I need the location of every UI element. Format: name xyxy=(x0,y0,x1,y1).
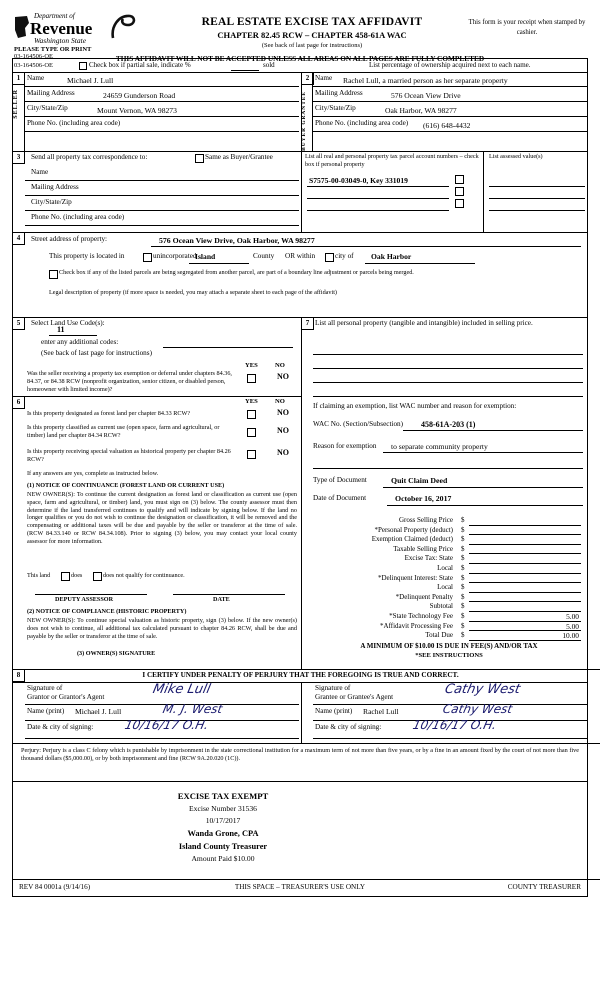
section-3-block xyxy=(13,152,587,233)
partial-sale-row xyxy=(13,59,587,73)
minimum-due-note: A MINIMUM OF $10.00 IS DUE IN FEE(S) AND/OR TAX xyxy=(360,642,538,650)
see-back-note: (See back of last page for instructions) xyxy=(261,42,363,49)
partial-sale-checkbox[interactable] xyxy=(79,62,87,70)
historic-yes-checkbox[interactable] xyxy=(247,450,256,459)
located-in-label: This property is located in xyxy=(49,252,125,260)
wac-number-label: WAC No. (Section/Subsection) xyxy=(313,420,404,428)
same-as-buyer-label: Same as Buyer/Grantee xyxy=(205,153,273,161)
county-value[interactable]: Island xyxy=(195,252,216,261)
footer-right: COUNTY TREASURER xyxy=(507,883,581,891)
see-instructions-note: *SEE INSTRUCTIONS xyxy=(415,652,483,659)
does-not-label: does not qualify for continuance. xyxy=(103,572,185,579)
seller-city-value[interactable]: Mount Vernon, WA 98273 xyxy=(97,106,177,115)
buyer-phone-label: Phone No. (including area code) xyxy=(315,119,409,127)
seller-mailing-label: Mailing Address xyxy=(27,89,75,97)
excise-tax-exempt-stamp xyxy=(123,790,323,865)
stamp-line-5: Island County Treasurer xyxy=(178,841,268,851)
grantor-name-handwritten[interactable]: M. J. West xyxy=(161,702,224,716)
senior-yes-checkbox[interactable] xyxy=(247,374,256,383)
doc-type-value[interactable]: Quit Claim Deed xyxy=(391,476,448,485)
grantee-date-label: Date & city of signing: xyxy=(315,723,382,731)
parcel-rule-3 xyxy=(307,210,449,211)
reason-value[interactable]: to separate community property xyxy=(391,442,488,451)
tax-line-label: Subtotal xyxy=(429,602,453,611)
dept-label: Department of xyxy=(34,12,75,20)
stamp-line-6: Amount Paid $10.00 xyxy=(191,853,255,863)
historic-question: Is this property receiving special valuation as historical property per chapter 84.26 RCW? xyxy=(27,448,231,464)
assessed-rule-3 xyxy=(489,210,585,211)
assessed-rule-1 xyxy=(489,186,585,187)
notice-compliance-body: NEW OWNER(S): To continue special valuation as historic property, sign (3) below. If the new owner(s) does not wish to continue, all additional tax calculated pursuant to chapter 84.26 RCW, shall be due and payable by the seller or transferor at the time of sale. xyxy=(27,617,297,640)
section-6-number: 6 xyxy=(13,397,25,409)
reason-rule-2 xyxy=(313,468,583,469)
notice-compliance-title: (2) NOTICE OF COMPLIANCE (HISTORIC PROPERTY) xyxy=(27,608,187,615)
assessed-divider xyxy=(483,152,484,232)
does-not-qualify-checkbox[interactable] xyxy=(93,572,102,581)
title-block xyxy=(162,16,462,49)
signature-divider xyxy=(301,682,302,744)
grantor-signature-label: Signature of xyxy=(27,684,63,692)
does-label: does xyxy=(71,572,83,579)
tax-line-label: Taxable Selling Price xyxy=(393,544,453,553)
doc-date-label: Date of Document xyxy=(313,494,367,502)
buyer-city-rule xyxy=(313,116,587,117)
section-4-number: 4 xyxy=(13,233,25,245)
personal-rule-3 xyxy=(313,382,583,383)
grantee-name-label: Name (print) xyxy=(315,707,353,715)
section-3-number: 3 xyxy=(13,152,25,164)
state-outline-icon xyxy=(14,14,30,40)
buyer-name-label: Name xyxy=(315,74,333,82)
buyer-name-value[interactable]: Rachel Lull, a married person as her separate property xyxy=(343,76,508,85)
corr-phone-label: Phone No. (including area code) xyxy=(31,213,125,221)
unincorporated-checkbox[interactable] xyxy=(143,253,152,262)
assessed-header: List assessed value(s) xyxy=(489,153,543,160)
grantor-signature[interactable]: Mike Lull xyxy=(151,682,212,697)
tax-line-rule xyxy=(469,601,581,602)
wac-number-value[interactable]: 458-61A-203 (1) xyxy=(421,420,476,429)
unincorporated-label: unincorporated xyxy=(153,252,197,260)
personal-rule-1 xyxy=(313,354,583,355)
doc-type-rule xyxy=(383,487,583,488)
yes-header-6: YES xyxy=(245,398,258,405)
street-address-rule xyxy=(151,246,581,247)
tax-line-rule xyxy=(469,582,581,583)
corr-city-rule xyxy=(25,210,299,211)
seller-name-label: Name xyxy=(27,74,45,82)
grantee-signature-label: Signature of xyxy=(315,684,351,692)
tax-line-label: *Affidavit Processing Fee xyxy=(380,621,453,630)
buyer-name-rule xyxy=(313,86,587,87)
if-any-yes-label: If any answers are yes, complete as instructed below. xyxy=(27,470,159,477)
section-8-block xyxy=(13,670,587,744)
stamp-line-2: Excise Number 31536 xyxy=(189,804,257,814)
mid-divider xyxy=(301,318,302,670)
personal-property-checkbox-2[interactable] xyxy=(455,187,464,196)
forest-no-mark[interactable]: NO xyxy=(277,408,289,417)
tax-line-value[interactable]: 5.00 xyxy=(566,612,579,621)
dollar-sign: $ xyxy=(461,612,465,620)
tax-line-value[interactable]: 5.00 xyxy=(566,621,579,631)
buyer-city-label: City/State/Zip xyxy=(315,104,356,112)
seller-city-rule xyxy=(25,116,299,117)
grantor-signature-rule xyxy=(25,704,299,705)
buyer-phone-rule xyxy=(313,131,587,132)
section-2-number: 2 xyxy=(301,73,314,85)
section-5-bottom-rule xyxy=(13,396,301,397)
tax-line-label: *Delinquent Penalty xyxy=(395,592,453,601)
current-use-no-mark[interactable]: NO xyxy=(277,426,289,435)
doc-date-value[interactable]: October 16, 2017 xyxy=(395,494,452,503)
senior-no-mark[interactable]: NO xyxy=(277,372,289,381)
dollar-sign: $ xyxy=(461,554,465,563)
stamp-line-3: 10/17/2017 xyxy=(205,816,241,826)
revenue-swirl-icon xyxy=(110,13,136,41)
land-use-rule xyxy=(49,335,97,336)
parcel-rule-2 xyxy=(307,198,449,199)
grantor-date-value[interactable]: 10/16/17 O.H. xyxy=(123,718,210,732)
grantor-date-label: Date & city of signing: xyxy=(27,723,94,731)
current-use-yes-checkbox[interactable] xyxy=(247,428,256,437)
perjury-text: Perjury: Perjury is a class C felony which is punishable by imprisonment in the state correctional institution for a maximum term of not more than five years, or by a fine in an amount fixed by the court of not more than five thousand dollars ($5,000.00), or by both imprisonment and fine (RCW 9A.20.020 (1C)). xyxy=(21,747,579,763)
legal-description-label: Legal description of property (if more space is needed, you may attach a separate sheet to each page of the affidavit) xyxy=(49,289,337,296)
tax-line-label: Excise Tax: State xyxy=(404,554,453,563)
yes-header-5: YES xyxy=(245,362,258,369)
personal-property-checkbox-3[interactable] xyxy=(455,199,464,208)
assessor-date-rule xyxy=(173,594,285,595)
city-of-label: city of xyxy=(335,252,354,260)
form-subtitle: CHAPTER 82.45 RCW – CHAPTER 458-61A WAC xyxy=(217,30,407,40)
doc-type-label: Type of Document xyxy=(313,476,367,484)
doc-date-rule xyxy=(387,505,583,506)
grantor-name-value[interactable]: Michael J. Lull xyxy=(75,707,122,716)
seller-name-value[interactable]: Michael J. Lull xyxy=(67,76,114,85)
washington-state-label: Washington State xyxy=(34,36,87,45)
historic-no-mark[interactable]: NO xyxy=(277,448,289,457)
corr-name-rule xyxy=(25,180,299,181)
or-within-label: OR within xyxy=(285,252,316,260)
form-title: REAL ESTATE EXCISE TAX AFFIDAVIT xyxy=(201,16,423,28)
tax-line-rule xyxy=(469,553,581,554)
personal-property-checkbox-1[interactable] xyxy=(455,175,464,184)
personal-rule-4 xyxy=(313,396,583,397)
grantor-signature-role: Grantor or Grantor's Agent xyxy=(27,693,105,701)
section-1-number: 1 xyxy=(13,73,25,85)
dollar-sign: $ xyxy=(461,602,465,611)
senior-exemption-question: Was the seller receiving a property tax exemption or deferral under chapters 84.36, 84.37, or 84.38 RCW (nonprofit organization, senior citizen, or disabled person, homeowner with limited income)? xyxy=(27,370,232,394)
wac-number-rule xyxy=(403,430,583,431)
buyer-side-label: BUYER GRANTEE xyxy=(301,91,307,151)
tax-line-label: Total Due xyxy=(425,631,453,640)
seller-side-label: SELLER xyxy=(13,89,19,119)
same-as-buyer-checkbox[interactable] xyxy=(195,154,204,163)
notice-continuance-body: NEW OWNER(S): To continue the current designation as forest land or classification as current use (open space, farm and agricultural, or timber) land, you must sign on (3) below. The county assessor must then determine if the land transferred continues to qualify and will indicate by signing below. If the land no longer qualifies or you do not wish to continue the designation or classification, it will be removed and the compensating or additional taxes will be due and payable by the seller or transferor at the time of sale. (RCW 84.33.140 or RCW 84.34.108). Prior to signing (3) below, you may contact your local county assessor for more information. xyxy=(27,491,297,545)
county-rule xyxy=(189,263,249,264)
grantee-date-value[interactable]: 10/16/17 O.H. xyxy=(411,718,498,732)
grantor-date-rule xyxy=(25,738,299,739)
county-word-label: County xyxy=(253,252,275,260)
form-number-1: 03-164506-OE xyxy=(14,53,53,60)
city-checkbox[interactable] xyxy=(325,253,334,262)
buyer-city-value[interactable]: Oak Harbor, WA 98277 xyxy=(385,106,457,115)
notice-continuance-title: (1) NOTICE OF CONTINUANCE (FOREST LAND OR CURRENT USE) xyxy=(27,482,225,489)
stamp-line-4: Wanda Grone, CPA xyxy=(187,828,259,838)
segregated-label: Check box if any of the listed parcels are being segregated from another parcel, are part of a boundary line adjustment or parcels being merged. xyxy=(59,269,414,276)
ownership-percent-label: List percentage of ownership acquired next to each name. xyxy=(369,61,531,69)
tax-line-label: *Personal Property (deduct) xyxy=(374,525,453,534)
partial-sale-label: Check box if partial sale, indicate % xyxy=(89,61,191,69)
dollar-sign: $ xyxy=(461,573,465,582)
seller-city-label: City/State/Zip xyxy=(27,104,68,112)
section-7-number: 7 xyxy=(301,318,314,330)
dollar-sign: $ xyxy=(461,535,465,544)
buyer-mailing-rule xyxy=(313,101,587,102)
partial-percent-rule xyxy=(231,70,259,71)
parcel-header: List all real and personal property tax parcel account numbers – check box if personal property xyxy=(305,153,479,168)
certify-statement: I CERTIFY UNDER PENALTY OF PERJURY THAT THE FOREGOING IS TRUE AND CORRECT. xyxy=(142,671,459,679)
corr-mailing-label: Mailing Address xyxy=(31,183,79,191)
sections-5-6-7 xyxy=(13,318,587,670)
land-use-see-back: (See back of last page for instructions) xyxy=(41,349,152,357)
section-3-divider xyxy=(301,152,302,232)
tax-line-value[interactable]: 10.00 xyxy=(562,631,579,641)
parcel-rule-1 xyxy=(307,186,449,187)
additional-codes-rule xyxy=(163,347,293,348)
buyer-side-rule xyxy=(312,73,313,151)
perjury-block xyxy=(13,744,587,781)
buyer-mailing-label: Mailing Address xyxy=(315,89,363,97)
additional-codes-label: enter any additional codes: xyxy=(41,338,119,346)
tax-line-rule xyxy=(469,592,581,593)
deputy-assessor-label: DEPUTY ASSESSOR xyxy=(55,596,114,603)
forest-land-question: Is this property designated as forest land per chapter 84.33 RCW? xyxy=(27,410,191,417)
tax-line-label: Gross Selling Price xyxy=(398,516,453,524)
affidavit-notice: THIS AFFIDAVIT WILL NOT BE ACCEPTED UNLESS ALL AREAS ON ALL PAGES ARE FULLY COMPLETED xyxy=(115,54,485,63)
tax-line-label: *Delinquent Interest: State xyxy=(377,573,453,582)
current-use-question: Is this property classified as current use (open space, farm and agricultural, or timber) land per chapter 84.34 RCW? xyxy=(27,424,220,440)
dollar-sign: $ xyxy=(461,583,465,592)
revenue-wordmark: Revenue xyxy=(30,19,93,38)
dollar-sign: $ xyxy=(461,631,465,640)
correspondence-label: Send all property tax correspondence to: xyxy=(31,153,148,161)
grantee-signature[interactable]: Cathy West xyxy=(443,682,522,697)
grantee-date-rule xyxy=(313,738,587,739)
buyer-mailing-value[interactable]: 576 Ocean View Drive xyxy=(391,91,461,100)
dollar-sign: $ xyxy=(461,525,465,534)
tax-line-rule xyxy=(469,544,581,545)
reason-label: Reason for exemption xyxy=(313,442,377,450)
section-4-block xyxy=(13,233,587,318)
seller-mailing-value[interactable]: 24659 Gunderson Road xyxy=(103,91,176,100)
city-rule xyxy=(365,263,475,264)
grantee-signature-role: Grantee or Grantee's Agent xyxy=(315,693,394,701)
tax-line-rule xyxy=(469,525,581,526)
deputy-assessor-rule xyxy=(35,594,147,595)
dollar-sign: $ xyxy=(461,621,465,630)
please-type-label: PLEASE TYPE OR PRINT xyxy=(14,46,92,53)
grantee-name-value[interactable]: Rachel Lull xyxy=(363,707,399,716)
assessed-rule-2 xyxy=(489,198,585,199)
seller-side-rule xyxy=(24,73,25,151)
seller-phone-label: Phone No. (including area code) xyxy=(27,119,121,127)
tax-line-rule xyxy=(469,573,581,574)
tax-line-label: *State Technology Fee xyxy=(389,612,453,620)
seller-phone-rule xyxy=(25,131,299,132)
tax-line-rule xyxy=(469,534,581,535)
grantor-name-label: Name (print) xyxy=(27,707,65,715)
does-qualify-checkbox[interactable] xyxy=(61,572,70,581)
this-land-label: This land xyxy=(27,572,51,579)
tax-line-label: Local xyxy=(437,564,453,572)
seller-mailing-rule xyxy=(25,101,299,102)
dollar-sign: $ xyxy=(461,592,465,601)
assessor-date-label: DATE xyxy=(213,596,230,603)
form-number-2: 03-164506-OE xyxy=(14,61,53,69)
seller-buyer-block xyxy=(13,73,587,152)
footer-rev: REV 84 0001a (9/14/16) xyxy=(19,883,91,891)
land-use-code[interactable]: 11 xyxy=(57,325,65,334)
personal-rule-2 xyxy=(313,368,583,369)
grantee-name-handwritten[interactable]: Cathy West xyxy=(441,702,514,716)
dollar-sign: $ xyxy=(461,544,465,553)
city-value[interactable]: Oak Harbor xyxy=(371,252,412,261)
section-8-number: 8 xyxy=(13,670,25,682)
no-header-5: NO xyxy=(275,362,285,369)
dollar-sign: $ xyxy=(461,564,465,572)
form-body xyxy=(12,58,588,897)
corr-phone-rule xyxy=(25,225,299,226)
segregated-checkbox[interactable] xyxy=(49,270,58,279)
tax-line-label: Local xyxy=(437,583,453,592)
tax-line-rule xyxy=(469,563,581,564)
corr-city-label: City/State/Zip xyxy=(31,198,72,206)
no-header-6: NO xyxy=(275,398,285,405)
section-5-number: 5 xyxy=(13,318,25,330)
forest-yes-checkbox[interactable] xyxy=(247,410,256,419)
land-use-title: Select Land Use Code(s): xyxy=(31,319,105,327)
stamp-line-1: EXCISE TAX EXEMPT xyxy=(177,791,269,801)
owner-signature-title: (3) OWNER(S) SIGNATURE xyxy=(77,650,156,657)
footer-center: THIS SPACE – TREASURER'S USE ONLY xyxy=(234,883,366,891)
corr-mailing-rule xyxy=(25,195,299,196)
treasurer-space xyxy=(13,782,587,880)
corr-name-label: Name xyxy=(31,168,49,176)
tax-line-label: Exemption Claimed (deduct) xyxy=(371,535,453,544)
sold-label: sold xyxy=(263,61,275,69)
receipt-note: This form is your receipt when stamped by cashier. xyxy=(468,19,586,36)
street-address-value[interactable]: 576 Ocean View Drive, Oak Harbor, WA 98277 xyxy=(159,236,315,245)
buyer-phone-value[interactable]: (616) 648-4432 xyxy=(423,121,471,130)
street-address-label: Street address of property: xyxy=(31,235,108,243)
personal-property-header: List all personal property (tangible and intangible) included in selling price. xyxy=(315,319,533,327)
exemption-instruction: If claiming an exemption, list WAC number and reason for exemption: xyxy=(313,402,517,410)
dollar-sign: $ xyxy=(461,516,465,524)
parcel-value[interactable]: S7575-00-03049-0, Key 331019 xyxy=(309,176,408,185)
seller-name-rule xyxy=(25,86,299,87)
form-footer xyxy=(13,880,587,896)
reason-rule-1 xyxy=(383,452,583,453)
